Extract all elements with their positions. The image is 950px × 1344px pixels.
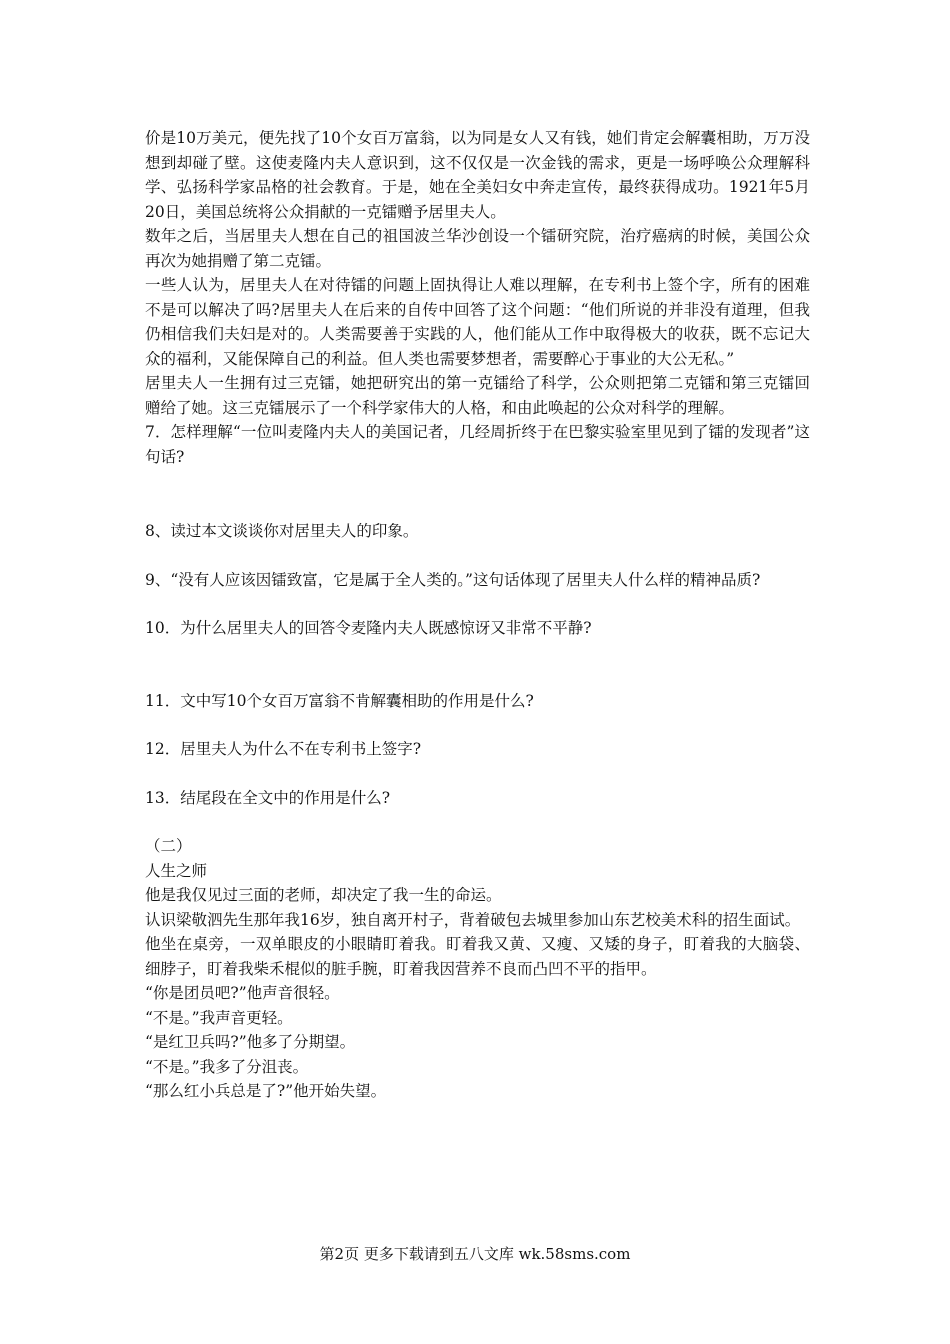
question-8: 8、读过本文谈谈你对居里夫人的印象。 [145,522,419,540]
passage-two-title: 人生之师 [145,861,208,880]
answer-space [145,544,810,568]
question-7: 7．怎样理解“一位叫麦隆内夫人的美国记者，几经周折终于在巴黎实验室里见到了镭的发现者”这句话? [145,423,810,466]
answer-space [145,641,810,689]
section-label: （二） [145,837,192,855]
answer-space [145,713,810,737]
dialogue-line: “那么红小兵总是了?”他开始失望。 [145,1082,387,1100]
answer-space [145,810,810,834]
dialogue-line: “是红卫兵吗?”他多了分期望。 [145,1033,356,1051]
page-content [145,126,810,1104]
passage-one-paragraph-1: 价是10万美元，便先找了10个女百万富翁，以为同是女人又有钱，她们肯定会解囊相助，万万没想到却碰了壁。这使麦隆内夫人意识到，这不仅仅是一次金钱的需求，更是一场呼唤公众理解科学、弘扬科学家品格的社会教育。于是，她在全美妇女中奔走宣传，最终获得成功。1921年5月20日，美国总统将公众捐献的一克镭赠予居里夫人。 [145,129,810,221]
answer-space [145,469,810,519]
question-11: 11．文中写10个女百万富翁不肯解囊相助的作用是什么? [145,691,534,710]
answer-space [145,762,810,786]
passage-one-paragraph-4: 居里夫人一生拥有过三克镭，她把研究出的第一克镭给了科学，公众则把第二克镭和第三克镭回赠给了她。这三克镭展示了一个科学家伟大的人格，和由此唤起的公众对科学的理解。 [145,374,810,417]
dialogue-line: “不是。”我声音更轻。 [145,1008,293,1027]
answer-space [145,592,810,616]
passage-two-line: 他坐在桌旁，一双单眼皮的小眼睛盯着我。盯着我又黄、又瘦、又矮的身子，盯着我的大脑袋、细脖子，盯着我柴禾棍似的脏手腕，盯着我因营养不良而凸凹不平的指甲。 [145,935,810,978]
question-9: 9、“没有人应该因镭致富，它是属于全人类的。”这句话体现了居里夫人什么样的精神品质? [145,570,761,589]
passage-one-paragraph-3: 一些人认为，居里夫人在对待镭的问题上固执得让人难以理解，在专利书上签个字，所有的困难不是可以解决了吗?居里夫人在后来的自传中回答了这个问题：“他们所说的并非没有道理，但我仍相信我们夫妇是对的。人类需要善于实践的人，他们能从工作中取得极大的收获，既不忘记大众的福利，又能保障自己的利益。但人类也需要梦想者，需要醉心于事业的大公无私。” [145,276,810,368]
dialogue-line: “不是。”我多了分沮丧。 [145,1057,309,1076]
passage-two-line: 认识梁敬泗先生那年我16岁，独自离开村子，背着破包去城里参加山东艺校美术科的招生面试。 [145,910,801,929]
question-13: 13．结尾段在全文中的作用是什么? [145,788,391,807]
passage-two-line: 他是我仅见过三面的老师，却决定了我一生的命运。 [145,886,502,904]
page-footer: 第2页 更多下载请到五八文库 wk.58sms.com [319,1245,631,1263]
question-12: 12．居里夫人为什么不在专利书上签字? [145,740,422,758]
passage-one-paragraph-2: 数年之后，当居里夫人想在自己的祖国波兰华沙创设一个镭研究院，治疗癌病的时候，美国公众再次为她捐赠了第二克镭。 [145,227,810,270]
dialogue-line: “你是团员吧?”他声音很轻。 [145,984,340,1002]
question-10: 10．为什么居里夫人的回答令麦隆内夫人既感惊讶又非常不平静? [145,619,592,637]
